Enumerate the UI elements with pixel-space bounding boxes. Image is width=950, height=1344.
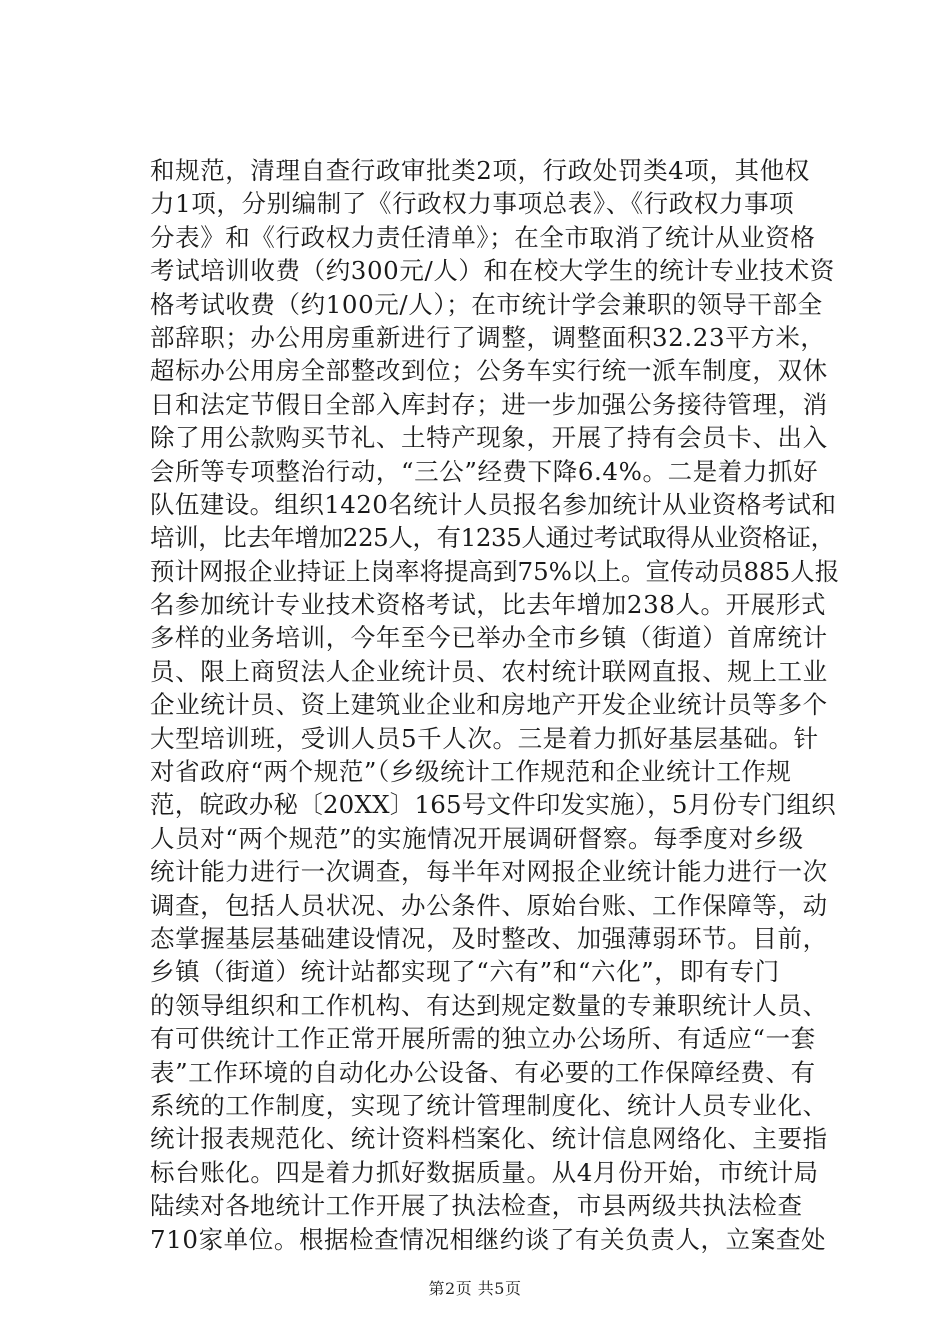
text-line: 统计能力进行一次调查，每半年对网报企业统计能力进行一次 (150, 857, 828, 887)
text-line: 有可供统计工作正常开展所需的独立办公场所、有适应“一套 (150, 1024, 816, 1054)
text-line: 企业统计员、资上建筑业企业和房地产开发企业统计员等多个 (150, 690, 828, 720)
text-line: 超标办公用房全部整改到位；公务车实行统一派车制度，双休 (150, 356, 828, 386)
text-line: 系统的工作制度，实现了统计管理制度化、统计人员专业化、 (150, 1090, 828, 1120)
text-line: 表”工作环境的自动化办公设备、有必要的工作保障经费、有 (150, 1057, 816, 1087)
text-line: 部辞职；办公用房重新进行了调整，调整面积32.23平方米， (150, 322, 826, 352)
text-line: 态掌握基层基础建设情况，及时整改、加强薄弱环节。目前， (150, 923, 828, 953)
text-line: 会所等专项整治行动，“三公”经费下降6.4%。二是着力抓好 (150, 456, 819, 486)
text-line: 员、限上商贸法人企业统计员、农村统计联网直报、规上工业 (150, 656, 828, 686)
text-line: 陆续对各地统计工作开展了执法检查，市县两级共执法检查 (150, 1191, 803, 1221)
text-line: 和规范，清理自查行政审批类2项，行政处罚类4项，其他权 (150, 156, 810, 185)
text-line: 日和法定节假日全部入库封存；进一步加强公务接待管理，消 (150, 389, 828, 419)
body-text (150, 154, 840, 1256)
text-line: 对省政府“两个规范”（乡级统计工作规范和企业统计工作规 (150, 757, 792, 787)
text-line: 考试培训收费（约300元/人）和在校大学生的统计专业技术资 (150, 256, 835, 286)
text-line: 标台账化。四是着力抓好数据质量。从4月份开始，市统计局 (150, 1157, 819, 1187)
page-number-footer: 第2页 共5页 (428, 1279, 522, 1298)
text-line: 乡镇（街道）统计站都实现了“六有”和“六化”，即有专门 (150, 957, 780, 987)
text-line: 710家单位。根据检查情况相继约谈了有关负责人，立案查处 (150, 1224, 827, 1254)
text-line: 统计报表规范化、统计资料档案化、统计信息网络化、主要指 (150, 1124, 828, 1154)
text-line: 格考试收费（约100元/人）；在市统计学会兼职的领导干部全 (150, 289, 823, 319)
text-line: 培训，比去年增加225人，有1235人通过考试取得从业资格证， (150, 523, 835, 553)
text-line: 多样的业务培训，今年至今已举办全市乡镇（街道）首席统计 (150, 623, 828, 653)
text-line: 分表》和《行政权力责任清单》；在全市取消了统计从业资格 (150, 222, 816, 252)
text-line: 除了用公款购买节礼、土特产现象，开展了持有会员卡、出入 (150, 423, 828, 453)
text-line: 调查，包括人员状况、办公条件、原始台账、工作保障等，动 (150, 890, 828, 920)
text-line: 队伍建设。组织1420名统计人员报名参加统计从业资格考试和 (150, 489, 837, 519)
text-line: 大型培训班，受训人员5千人次。三是着力抓好基层基础。针 (150, 723, 819, 753)
text-line: 力1项，分别编制了《行政权力事项总表》、《行政权力事项 (150, 189, 795, 219)
text-line: 人员对“两个规范”的实施情况开展调研督察。每季度对乡级 (150, 823, 804, 853)
text-line: 范，皖政办秘〔20XX〕165号文件印发实施），5月份专门组织 (150, 790, 836, 820)
text-line: 名参加统计专业技术资格考试，比去年增加238人。开展形式 (150, 590, 827, 620)
text-line: 的领导组织和工作机构、有达到规定数量的专兼职统计人员、 (150, 990, 828, 1020)
text-line: 预计网报企业持证上岗率将提高到75%以上。宣传动员885人报 (150, 556, 840, 586)
